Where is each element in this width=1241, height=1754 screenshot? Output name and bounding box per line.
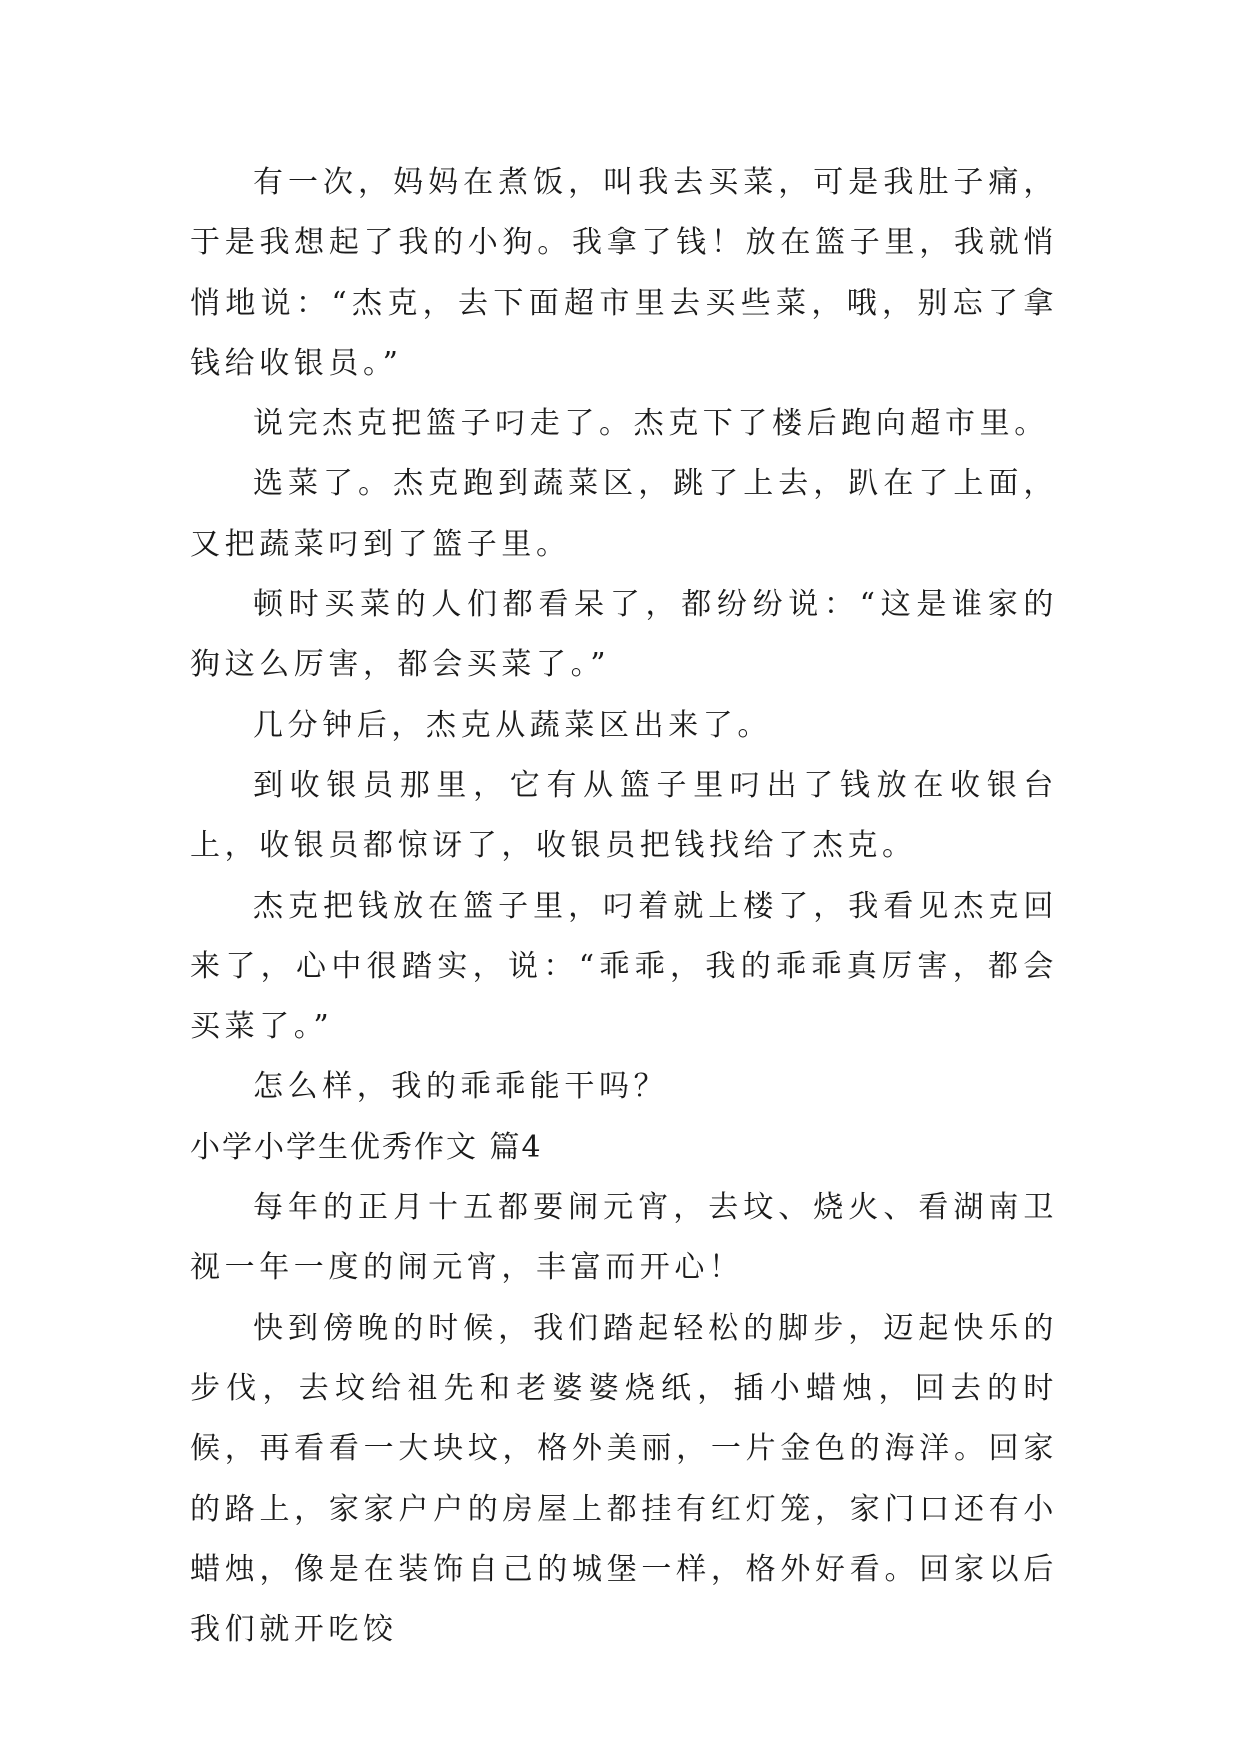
paragraph-back-upstairs: 杰克把钱放在篮子里，叼着就上楼了，我看见杰克回来了，心中很踏实，说：“乖乖，我的乖乖真厉害，都会买菜了。” — [190, 888, 1058, 1045]
paragraph-choosing-vegetables: 选菜了。杰克跑到蔬菜区，跳了上去，趴在了上面，又把蔬菜叼到了篮子里。 — [190, 466, 1058, 562]
section-heading: 小学小学生优秀作文 篇4 — [190, 1129, 543, 1165]
paragraph-closing-question: 怎么样，我的乖乖能干吗？ — [253, 1069, 669, 1105]
paragraph-lantern-festival-intro: 每年的正月十五都要闹元宵，去坟、烧火、看湖南卫视一年一度的闹元宵，丰富而开心！ — [190, 1190, 1058, 1286]
essay-body — [190, 153, 1058, 1660]
paragraph-shopping-request: 有一次，妈妈在煮饭，叫我去买菜，可是我肚子痛，于是我想起了我的小狗。我拿了钱！放在篮子里，我就悄悄地说：“杰克，去下面超市里去买些菜，哦，别忘了拿钱给收银员。” — [190, 165, 1058, 381]
paragraph-shoppers-amazed: 顿时买菜的人们都看呆了，都纷纷说：“这是谁家的狗这么厉害，都会买菜了。” — [190, 587, 1058, 683]
paragraph-dog-returns: 几分钟后，杰克从蔬菜区出来了。 — [253, 707, 772, 743]
paragraph-cashier: 到收银员那里，它有从篮子里叼出了钱放在收银台上，收银员都惊讶了，收银员把钱找给了杰克。 — [190, 767, 1058, 864]
paragraph-dog-leaves: 说完杰克把篮子叼走了。杰克下了楼后跑向超市里。 — [253, 406, 1049, 442]
paragraph-evening-walk: 快到傍晚的时候，我们踏起轻松的脚步，迈起快乐的步伐，去坟给祖先和老婆婆烧纸，插小蜡烛，回去的时候，再看看一大块坟，格外美丽，一片金色的海洋。回家的路上，家家户户的房屋上都挂有红灯笼，家门口还有小蜡烛，像是在装饰自己的城堡一样，格外好看。回家以后我们就开吃饺 — [190, 1310, 1058, 1648]
